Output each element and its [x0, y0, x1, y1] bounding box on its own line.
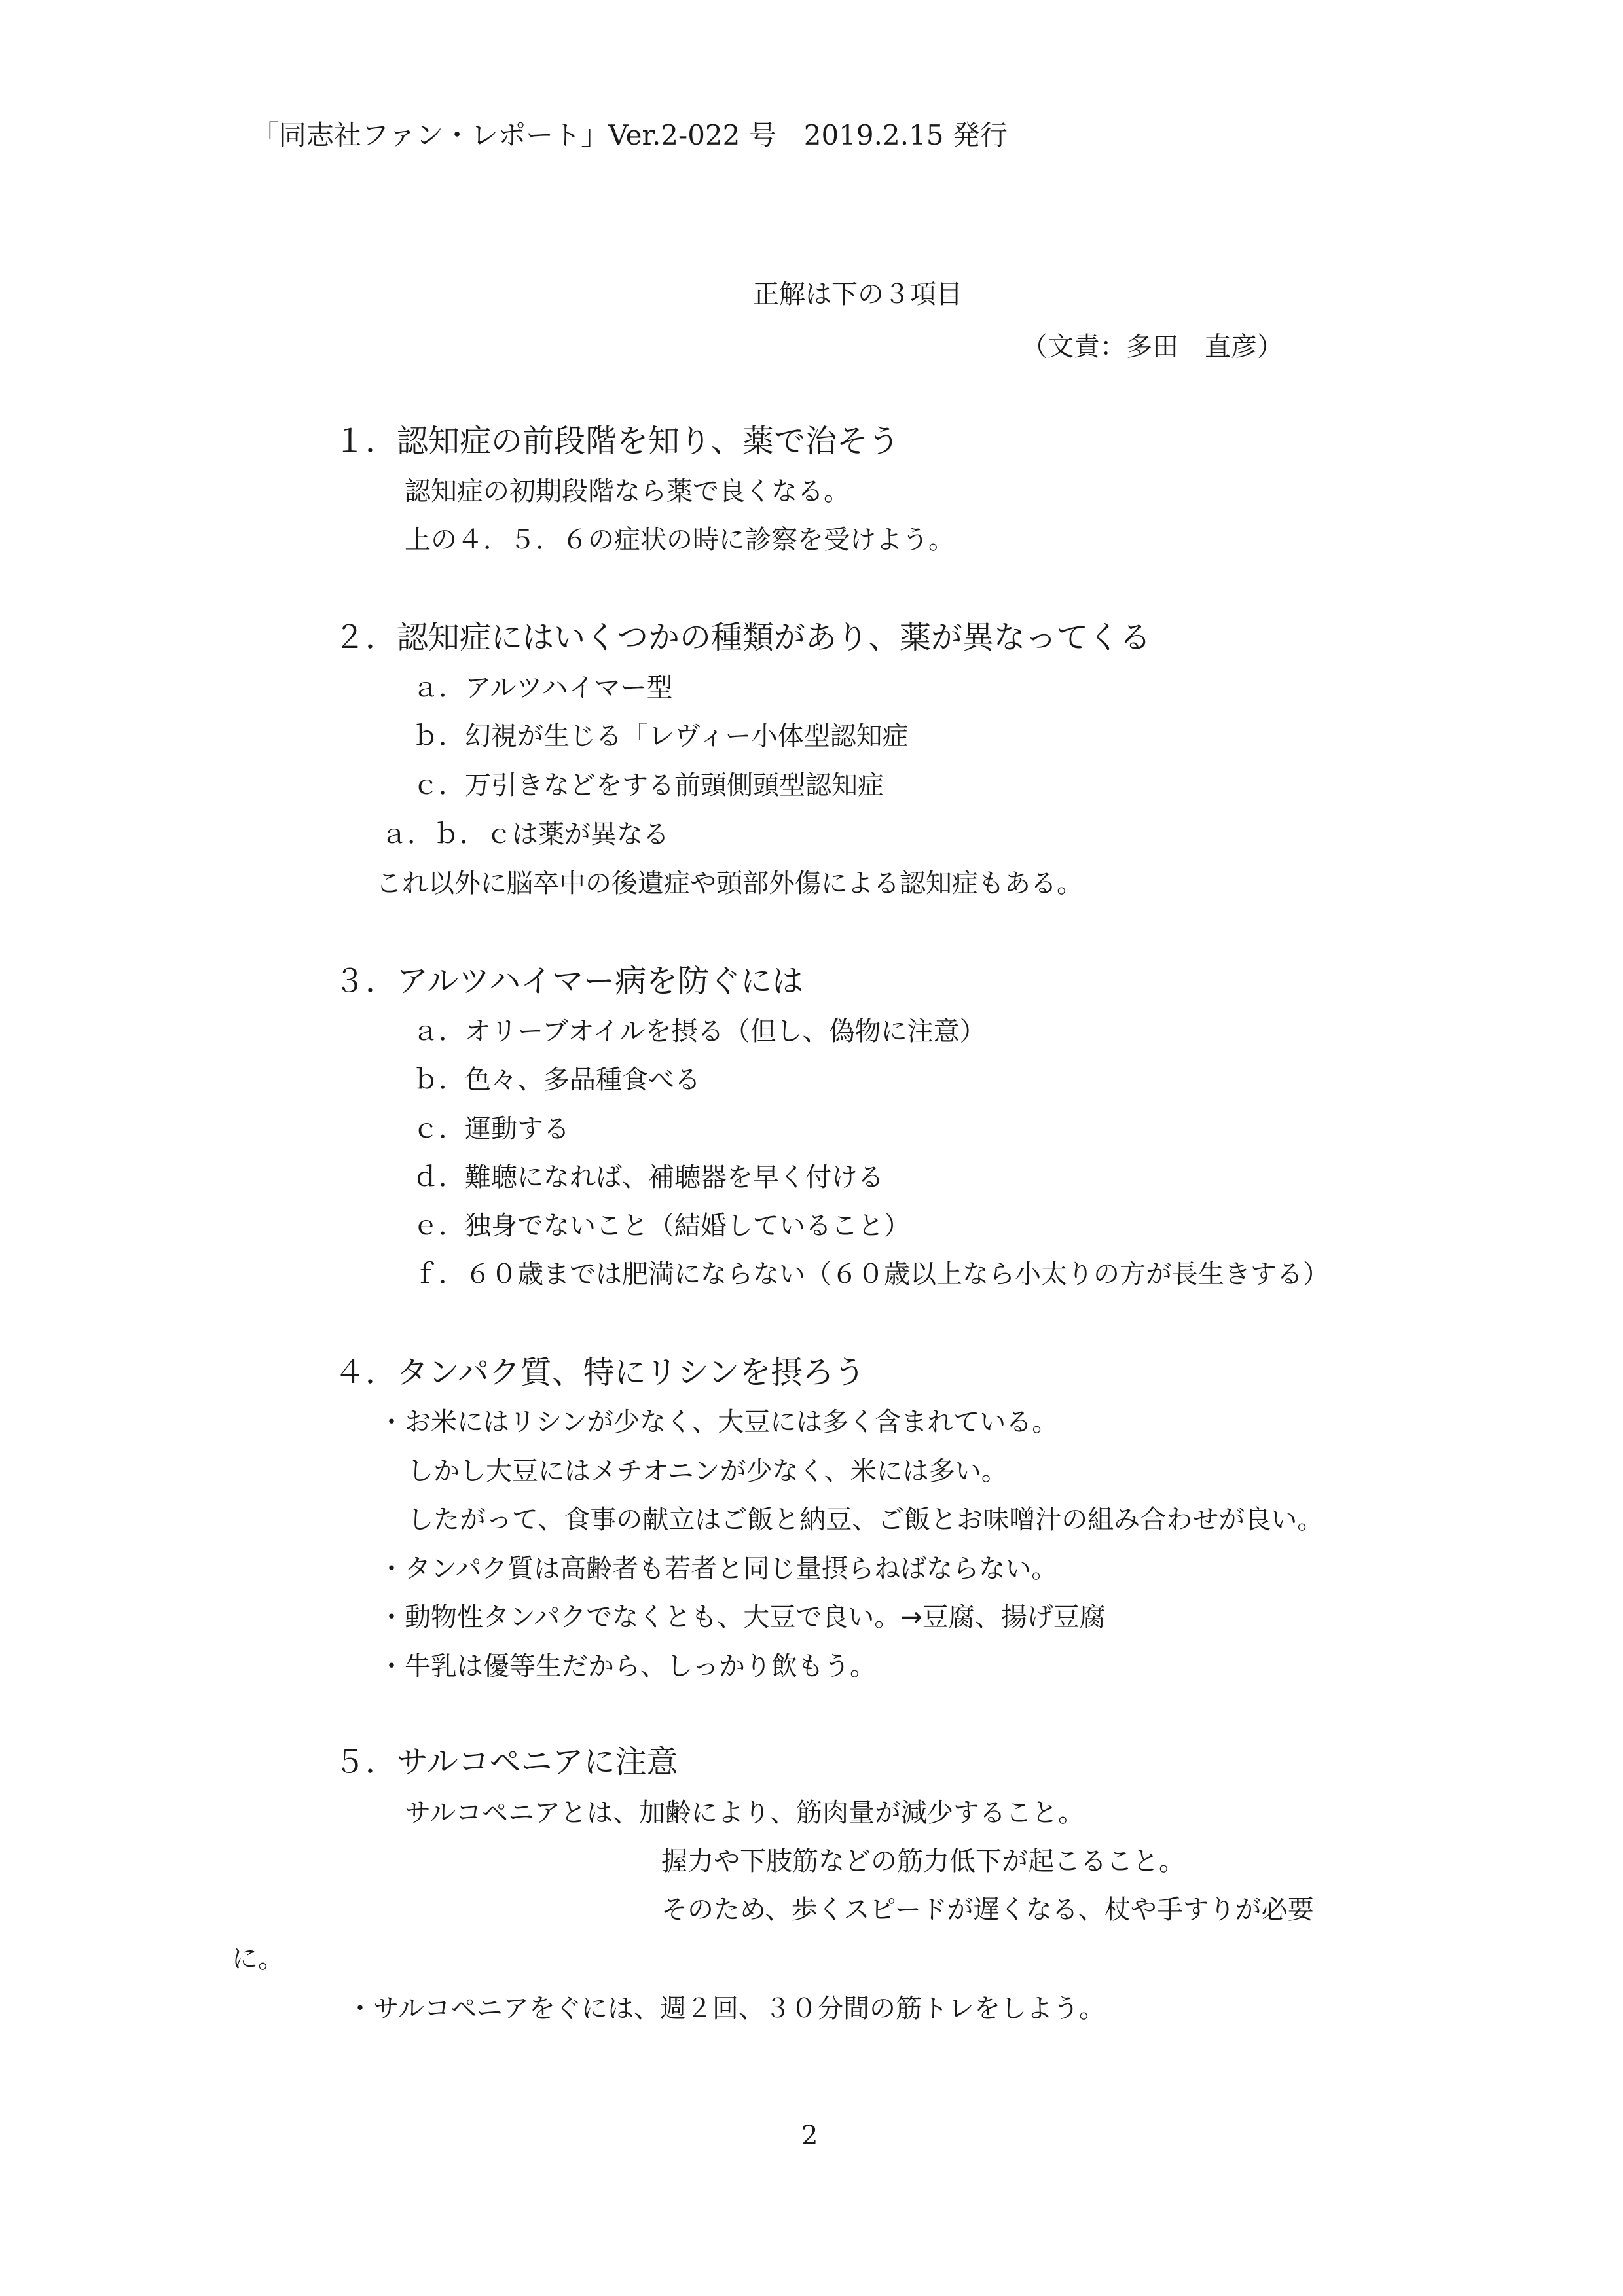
section-4-line-1: ・お米にはリシンが少なく、大豆には多く含まれている。	[378, 1407, 1059, 1437]
section-5-line-5: ・サルコペニアをぐには、週２回、３０分間の筋トレをしよう。	[347, 1994, 1105, 2024]
section-3-line-2: ｂ．色々、多品種食べる	[412, 1065, 701, 1095]
section-5-heading: ５．サルコペニアに注意	[334, 1744, 678, 1780]
section-3-line-6: ｆ．６０歳までは肥満にならない（６０歳以上なら小太りの方が長生きする）	[412, 1259, 1329, 1289]
author-credit: （文責：多田 直彦）	[1021, 332, 1283, 362]
section-3-line-5: ｅ．独身でないこと（結婚していること）	[412, 1211, 910, 1241]
section-4-line-5: ・動物性タンパクでなくとも、大豆で良い。→豆腐、揚げ豆腐	[378, 1602, 1106, 1632]
section-2-line-4: ａ．ｂ．ｃは薬が異なる	[381, 819, 669, 850]
section-3-line-4: ｄ．難聴になれば、補聴器を早く付ける	[412, 1162, 884, 1193]
section-1-line-1: 認知症の初期段階なら薬で良くなる。	[405, 476, 850, 507]
section-2-line-2: ｂ．幻視が生じる「レヴィー小体型認知症	[412, 721, 909, 751]
section-5-line-2: 握力や下肢筋などの筋力低下が起こること。	[661, 1846, 1185, 1876]
section-2-heading: ２．認知症にはいくつかの種類があり、薬が異なってくる	[334, 619, 1152, 656]
section-3-line-1: ａ．オリーブオイルを摂る（但し、偽物に注意）	[412, 1016, 986, 1047]
section-1-heading: １．認知症の前段階を知り、薬で治そう	[334, 423, 900, 459]
intro-title: 正解は下の３項目	[753, 279, 962, 310]
section-5-line-4: に。	[232, 1944, 284, 1974]
section-4-line-4: ・タンパク質は高齢者も若者と同じ量摂らねばならない。	[378, 1554, 1058, 1584]
section-4-heading: ４．タンパク質、特にリシンを摂ろう	[334, 1354, 866, 1391]
page-number: 2	[801, 2121, 818, 2151]
section-4-line-3: したがって、食事の献立はご飯と納豆、ご飯とお味噌汁の組み合わせが良い。	[407, 1505, 1324, 1535]
section-4-line-2: しかし大豆にはメチオニンが少なく、米には多い。	[407, 1456, 1008, 1486]
section-1-line-2: 上の４．５．６の症状の時に診察を受けよう。	[405, 525, 955, 555]
section-2-line-5: これ以外に脳卒中の後遺症や頭部外傷による認知症もある。	[376, 869, 1083, 899]
document-header: 「同志社ファン・レポート」Ver.2-022 号 2019.2.15 発行	[251, 119, 1008, 151]
section-5-line-1: サルコペニアとは、加齢により、筋肉量が減少すること。	[405, 1798, 1084, 1828]
section-2-line-1: ａ．アルツハイマー型	[412, 673, 673, 703]
section-3-heading: ３．アルツハイマー病を防ぐには	[334, 963, 804, 999]
section-5-line-3: そのため、歩くスピードが遅くなる、杖や手すりが必要	[661, 1895, 1314, 1925]
section-2-line-3: ｃ．万引きなどをする前頭側頭型認知症	[412, 770, 884, 800]
section-4-line-6: ・牛乳は優等生だから、しっかり飲もう。	[378, 1651, 876, 1681]
section-3-line-3: ｃ．運動する	[412, 1114, 570, 1144]
